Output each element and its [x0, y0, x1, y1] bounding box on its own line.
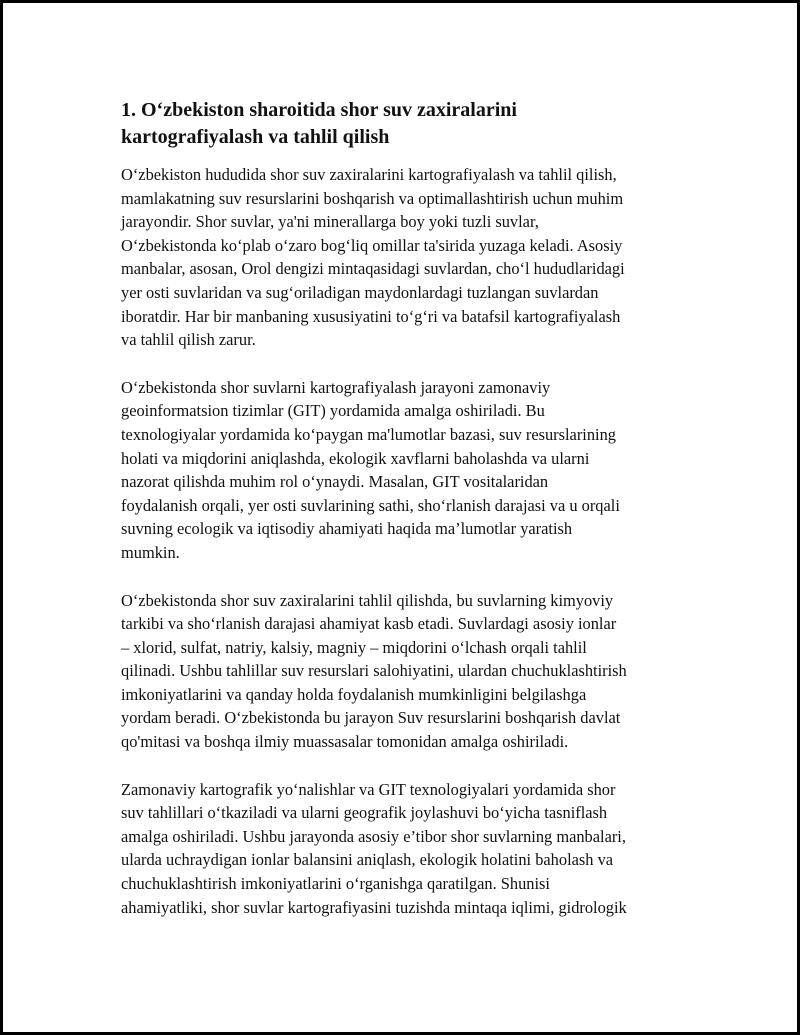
text-line: – xlorid, sulfat, natriy, kalsiy, magniy – miqdorini o‘lchash orqali tahlil	[121, 637, 587, 657]
text-line: jarayondir. Shor suvlar, ya'ni minerallarga boy yoki tuzli suvlar,	[121, 212, 539, 232]
text-line: O‘zbekistonda shor suv zaxiralarini tahlil qilishda, bu suvlarning kimyoviy	[121, 590, 614, 610]
paragraph-4	[121, 778, 696, 920]
text-line: amalga oshiriladi. Ushbu jarayonda asosiy e’tibor shor suvlarning manbalari,	[121, 826, 626, 846]
text-line: chuchuklashtirish imkoniyatlarini o‘rganishga qaratilgan. Shunisi	[121, 874, 550, 894]
text-line: yer osti suvlaridan va sug‘oriladigan maydonlardagi tuzlangan suvlardan	[121, 282, 599, 302]
text-line: O‘zbekiston hududida shor suv zaxiralarini kartografiyalash va tahlil qilish,	[121, 165, 617, 184]
text-line: tarkibi va sho‘rlanish darajasi ahamiyat kasb etadi. Suvlardagi asosiy ionlar	[121, 614, 617, 634]
heading-line: kartografiyalash va tahlil qilish	[121, 126, 390, 148]
text-line: manbalar, asosan, Orol dengizi mintaqasidagi suvlardan, cho‘l hududlaridagi	[121, 259, 625, 279]
text-line: mamlakatning suv resurslarini boshqarish va optimallashtirish uchun muhim	[121, 188, 624, 208]
section-heading	[121, 97, 696, 151]
text-line: Zamonaviy kartografik yo‘nalishlar va GIT texnologiyalari yordamida shor	[121, 779, 616, 799]
text-line: foydalanish orqali, yer osti suvlarining sathi, sho‘rlanish darajasi va u orqali	[121, 495, 620, 515]
text-line: suv tahlillari o‘tkaziladi va ularni geografik joylashuvi bo‘yicha tasniflash	[121, 803, 608, 823]
text-line: suvning ecologik va iqtisodiy ahamiyati haqida ma’lumotlar yaratish	[121, 519, 573, 539]
text-line: ahamiyatliki, shor suvlar kartografiyasini tuzishda mintaqa iqlimi, gidrologik	[121, 897, 627, 917]
heading-line: 1. O‘zbekiston sharoitida shor suv zaxiralarini	[121, 99, 517, 121]
text-line: ularda uchraydigan ionlar balansini aniqlash, ekologik holatini baholash va	[121, 850, 614, 870]
paragraph-3	[121, 589, 696, 754]
text-line: geoinformatsion tizimlar (GIT) yordamida amalga oshiriladi. Bu	[121, 401, 545, 421]
text-line: texnologiyalar yordamida ko‘paygan ma'lumotlar bazasi, suv resurslarining	[121, 424, 616, 444]
paragraph-2	[121, 376, 696, 565]
text-line: iboratdir. Har bir manbaning xususiyatini to‘g‘ri va batafsil kartografiyalash	[121, 306, 621, 326]
text-line: mumkin.	[121, 542, 180, 562]
text-line: va tahlil qilish zarur.	[121, 330, 256, 350]
text-line: holati va miqdorini aniqlashda, ekologik xavflarni baholashda va ularni	[121, 448, 590, 468]
document-body	[121, 97, 696, 943]
text-line: nazorat qilishda muhim rol o‘ynaydi. Masalan, GIT vositalaridan	[121, 472, 549, 492]
text-line: imkoniyatlarini va qanday holda foydalanish mumkinligini belgilashga	[121, 684, 587, 704]
text-line: qo'mitasi va boshqa ilmiy muassasalar tomonidan amalga oshiriladi.	[121, 732, 569, 752]
text-line: O‘zbekistonda shor suvlarni kartografiyalash jarayoni zamonaviy	[121, 377, 551, 397]
text-line: O‘zbekistonda ko‘plab o‘zaro bog‘liq omillar ta'sirida yuzaga keladi. Asosiy	[121, 235, 623, 255]
paragraph-1	[121, 163, 696, 352]
text-line: qilinadi. Ushbu tahlillar suv resurslari salohiyatini, ulardan chuchuklashtirish	[121, 661, 627, 681]
text-line: yordam beradi. O‘zbekistonda bu jarayon Suv resurslarini boshqarish davlat	[121, 708, 621, 728]
